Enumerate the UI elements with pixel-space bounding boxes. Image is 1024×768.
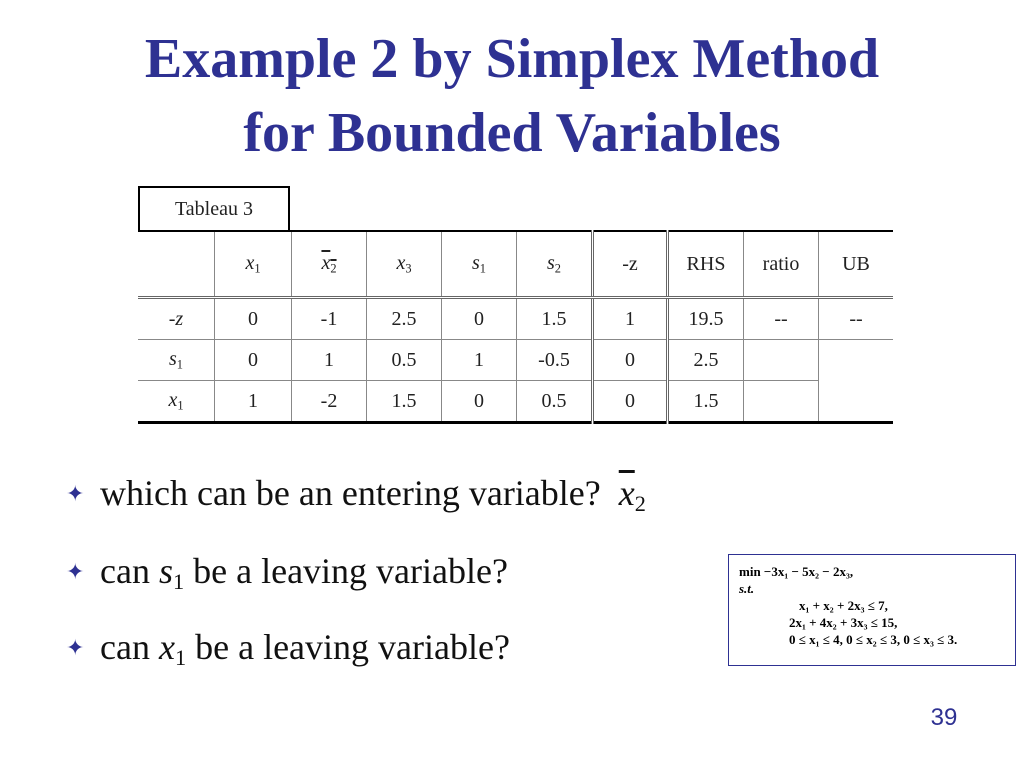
bullet-star-icon: ✦	[66, 635, 85, 660]
table-cell: -2	[292, 381, 367, 423]
ub-merged-cell	[819, 340, 894, 423]
table-cell	[744, 340, 819, 381]
table-cell: 0	[593, 340, 668, 381]
table-cell	[744, 381, 819, 423]
table-cell: 2.5	[367, 298, 442, 340]
table-row-x1	[138, 381, 893, 423]
table-cell: 0	[442, 298, 517, 340]
table-cell: 1.5	[517, 298, 593, 340]
model-constraint-2: 2x₁ + 4x₂ + 3x₃ ≤ 15,	[789, 615, 898, 630]
header-cell-minus-z: -z	[593, 231, 668, 298]
question-item-x1-leaving: ✦ can $x_1$ be a leaving variable?	[66, 627, 510, 671]
header-cell-s2: $s_2$	[517, 231, 593, 298]
question-item-s1-leaving: ✦ can $s_1$ be a leaving variable?	[66, 551, 508, 595]
table-row-z	[138, 298, 893, 340]
table-cell: 0.5	[367, 340, 442, 381]
tableau-header-row	[138, 231, 893, 298]
answer-x2-bar: $\overline{x}_2$	[618, 473, 646, 517]
question-variable: s	[158, 551, 173, 591]
slide-title	[0, 22, 1024, 170]
table-cell: 0	[215, 298, 292, 340]
table-cell: 1.5	[367, 381, 442, 423]
lp-model-box	[728, 554, 1016, 666]
question-text-pre: can	[100, 627, 159, 667]
table-cell: 19.5	[668, 298, 744, 340]
header-cell-s1: $s_1$	[442, 231, 517, 298]
question-text: which can be an entering variable?	[100, 473, 601, 513]
table-cell: 1.5	[668, 381, 744, 423]
header-cell-basis	[138, 231, 215, 298]
question-text-post: be a leaving variable?	[186, 627, 510, 667]
table-cell: 0.5	[517, 381, 593, 423]
table-cell: 0	[442, 381, 517, 423]
simplex-tableau	[138, 230, 893, 424]
title-line-1: Example 2 by Simplex Method	[144, 28, 880, 90]
table-cell: -1	[292, 298, 367, 340]
table-cell: -0.5	[517, 340, 593, 381]
model-st-label: s.t.	[739, 581, 755, 596]
model-bounds: 0 ≤ x₁ ≤ 4, 0 ≤ x₂ ≤ 3, 0 ≤ x₃ ≤ 3.	[789, 632, 958, 647]
question-item-entering	[66, 470, 646, 527]
question-variable: x	[158, 627, 175, 667]
title-line-2: for Bounded Variables	[243, 102, 781, 164]
table-cell: 1	[292, 340, 367, 381]
table-cell: 0	[215, 340, 292, 381]
question-text-post: be a leaving variable?	[184, 551, 508, 591]
model-objective: min −3x₁ − 5x₂ − 2x₃,	[739, 564, 854, 579]
tableau-label: Tableau 3	[138, 186, 290, 230]
question-text-pre: can	[100, 551, 159, 591]
header-cell-ratio: ratio	[744, 231, 819, 298]
bullet-star-icon: ✦	[66, 481, 85, 506]
header-cell-x2-bar: $x_2$	[292, 231, 367, 298]
table-cell: 1	[215, 381, 292, 423]
table-cell: 1	[442, 340, 517, 381]
header-cell-rhs: RHS	[668, 231, 744, 298]
table-cell: 2.5	[668, 340, 744, 381]
row-basis-label: -z	[138, 298, 215, 340]
table-cell: 1	[593, 298, 668, 340]
table-cell: 0	[593, 381, 668, 423]
header-cell-ub: UB	[819, 231, 894, 298]
bullet-star-icon: ✦	[66, 559, 85, 584]
model-constraint-1: x₁ + x₂ + 2x₃ ≤ 7,	[799, 598, 888, 613]
table-row-s1	[138, 340, 893, 381]
table-cell: --	[744, 298, 819, 340]
header-cell-x1: $x_1$	[215, 231, 292, 298]
page-number: 39	[930, 704, 958, 731]
header-cell-x3: $x_3$	[367, 231, 442, 298]
row-basis-label: $s_1$	[138, 340, 215, 381]
table-cell: --	[819, 298, 894, 340]
row-basis-label: $x_1$	[138, 381, 215, 423]
